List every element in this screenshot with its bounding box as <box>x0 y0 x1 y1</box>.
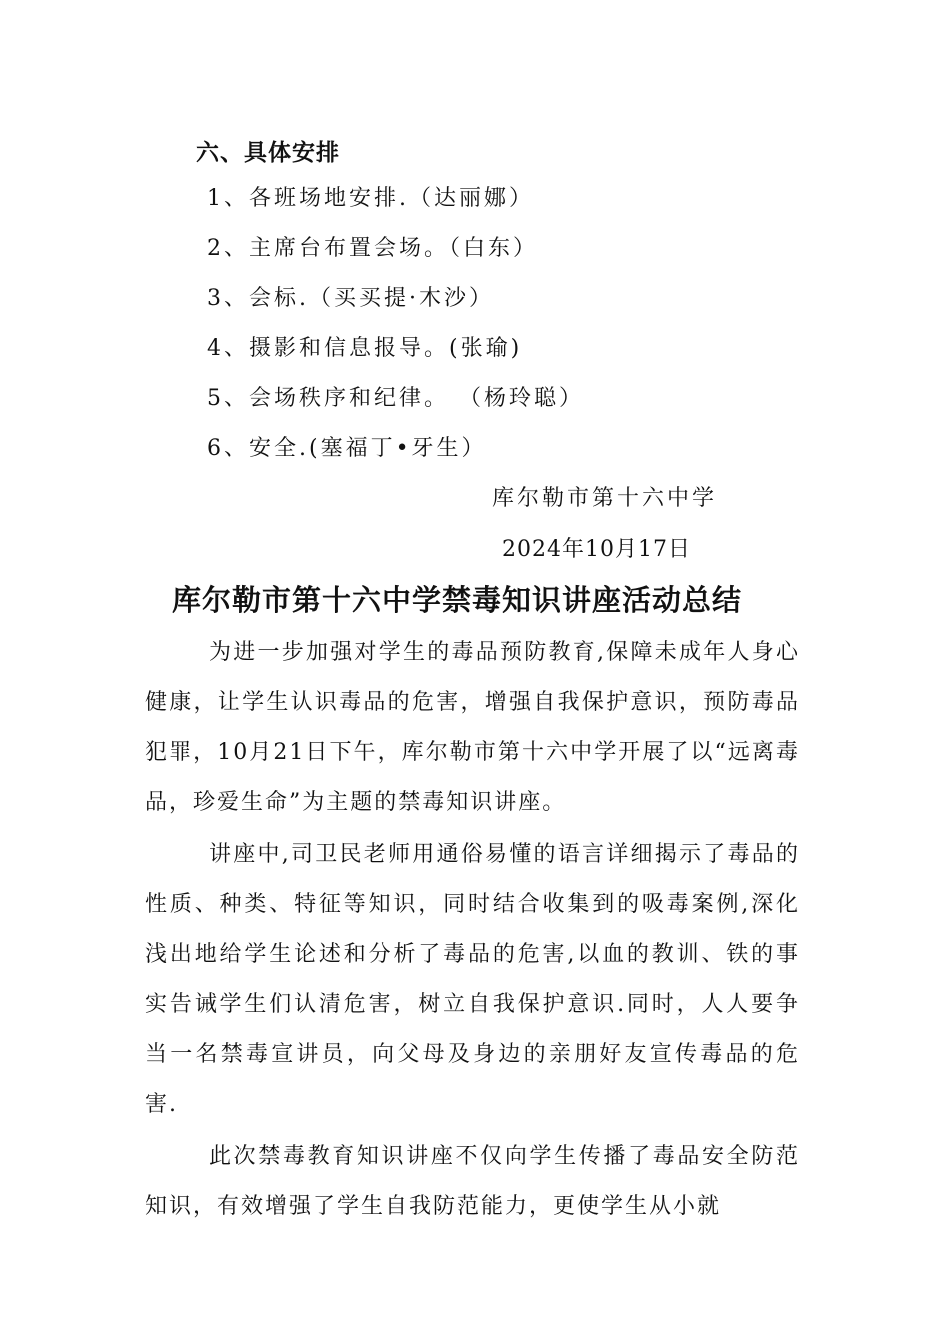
signature-organization: 库尔勒市第十六中学 <box>492 486 718 511</box>
body-paragraph: 讲座中,司卫民老师用通俗易懂的语言详细揭示了毒品的性质、种类、特征等知识，同时结合收集到的吸毒案例,深化浅出地给学生论述和分析了毒品的危害,以血的教训、铁的事实告诫学生们认清危害，树立自我保护意识.同时，人人要争当一名禁毒宣讲员，向父母及身边的亲朋好友宣传毒品的危害. <box>145 842 800 1117</box>
section-heading: 六、具体安排 <box>196 140 340 166</box>
list-item: 1、各班场地安排.（达丽娜） <box>207 186 534 211</box>
document-title: 库尔勒市第十六中学禁毒知识讲座活动总结 <box>172 583 743 617</box>
list-item: 3、会标.（买买提·木沙） <box>207 286 494 311</box>
signature-date: 2024年10月17日 <box>502 537 691 562</box>
document-body <box>145 628 800 1234</box>
arrangement-list <box>207 184 584 484</box>
body-paragraph: 为进一步加强对学生的毒品预防教育,保障未成年人身心健康，让学生认识毒品的危害，增强自我保护意识，预防毒品犯罪，10月21日下午，库尔勒市第十六中学开展了以“远离毒品，珍爱生命”为主题的禁毒知识讲座。 <box>145 640 800 815</box>
body-paragraph: 此次禁毒教育知识讲座不仅向学生传播了毒品安全防范知识，有效增强了学生自我防范能力，更使学生从小就 <box>145 1144 800 1219</box>
list-item: 4、摄影和信息报导。(张瑜) <box>207 336 523 361</box>
list-item: 5、会场秩序和纪律。 （杨玲聪） <box>207 386 584 411</box>
list-item: 6、安全.(塞福丁•牙生） <box>207 436 487 461</box>
list-item: 2、主席台布置会场。（白东） <box>207 236 538 261</box>
